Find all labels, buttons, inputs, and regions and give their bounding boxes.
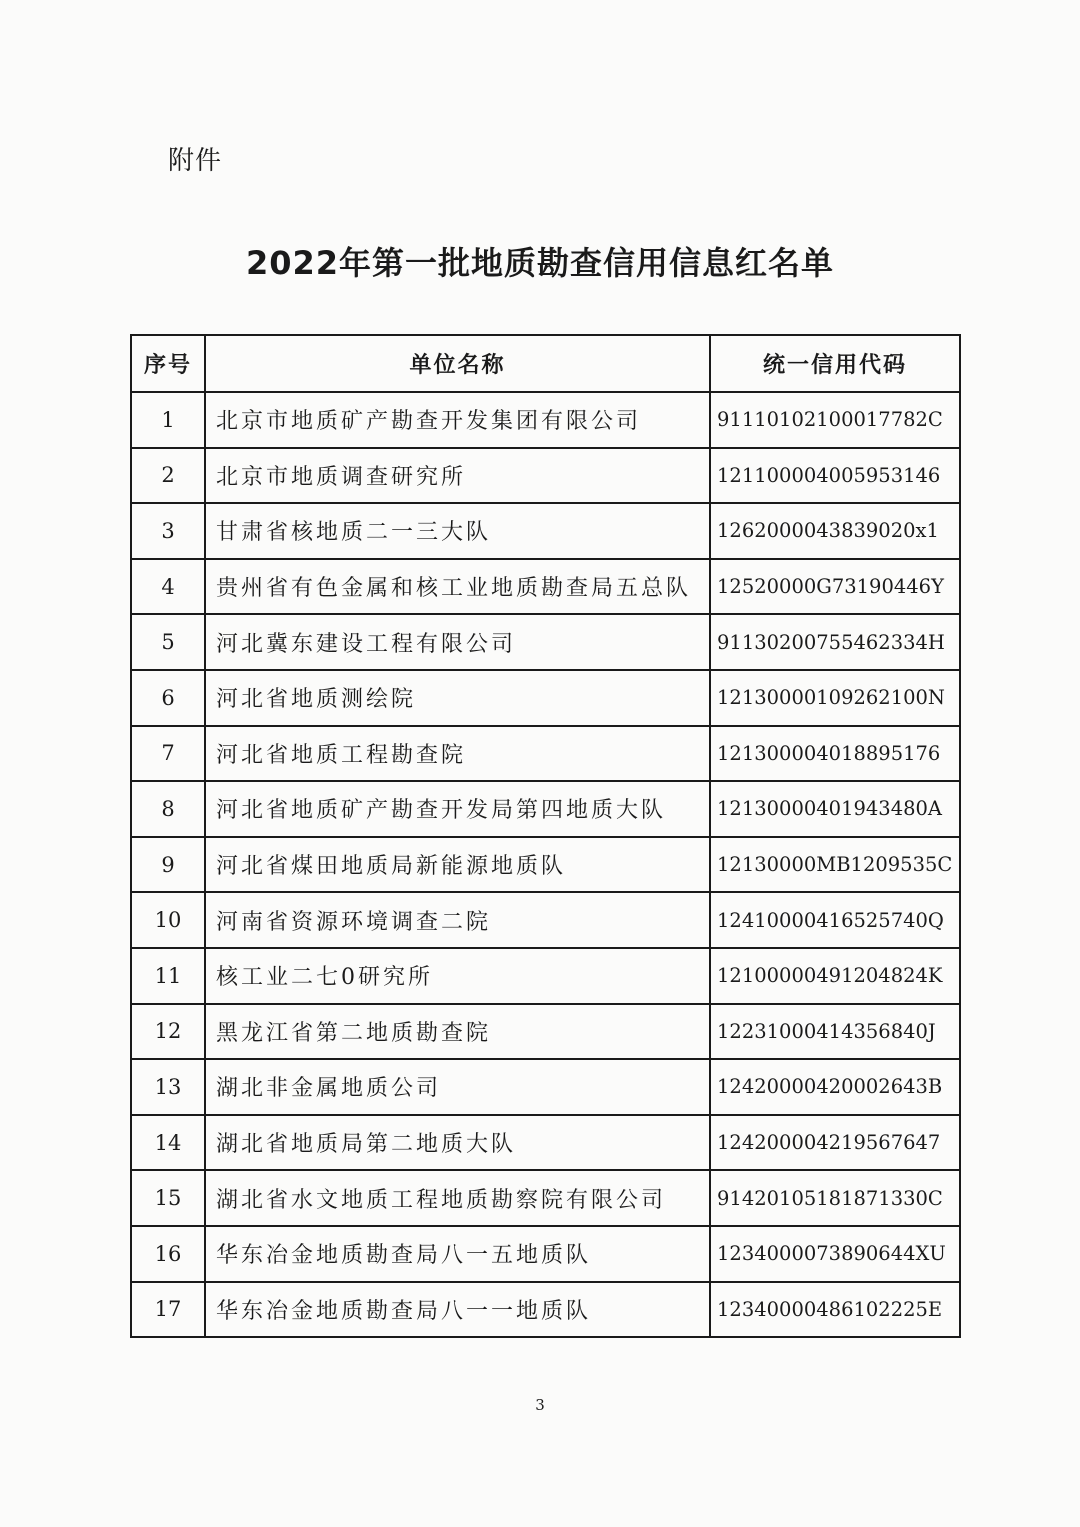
cell-code: 12420000420002643B: [710, 1059, 960, 1115]
cell-name: 华东冶金地质勘查局八一五地质队: [205, 1226, 710, 1282]
cell-name: 河北省地质测绘院: [205, 670, 710, 726]
cell-seq: 11: [131, 948, 205, 1004]
table-row: [131, 503, 960, 559]
cell-name: 湖北非金属地质公司: [205, 1059, 710, 1115]
cell-name: 河北省煤田地质局新能源地质队: [205, 837, 710, 893]
table-row: [131, 781, 960, 837]
cell-seq: 7: [131, 726, 205, 782]
cell-code: 12410000416525740Q: [710, 892, 960, 948]
cell-name: 河北省地质矿产勘查开发局第四地质大队: [205, 781, 710, 837]
table-row: [131, 559, 960, 615]
table-header-row: [131, 335, 960, 392]
cell-code: 12100000491204824K: [710, 948, 960, 1004]
cell-code: 12130000109262100N: [710, 670, 960, 726]
cell-seq: 3: [131, 503, 205, 559]
cell-code: 91130200755462334H: [710, 614, 960, 670]
cell-name: 北京市地质矿产勘查开发集团有限公司: [205, 392, 710, 448]
header-code: 统一信用代码: [710, 335, 960, 392]
cell-seq: 8: [131, 781, 205, 837]
table-row: [131, 1059, 960, 1115]
cell-name: 河北省地质工程勘查院: [205, 726, 710, 782]
cell-seq: 2: [131, 448, 205, 504]
table-body: [131, 392, 960, 1337]
cell-seq: 1: [131, 392, 205, 448]
cell-seq: 14: [131, 1115, 205, 1171]
cell-name: 核工业二七0研究所: [205, 948, 710, 1004]
table-row: [131, 392, 960, 448]
cell-name: 湖北省水文地质工程地质勘察院有限公司: [205, 1170, 710, 1226]
cell-seq: 13: [131, 1059, 205, 1115]
cell-seq: 17: [131, 1282, 205, 1338]
table-row: [131, 1004, 960, 1060]
cell-code: 91420105181871330C: [710, 1170, 960, 1226]
cell-name: 黑龙江省第二地质勘查院: [205, 1004, 710, 1060]
cell-code: 1262000043839020x1: [710, 503, 960, 559]
cell-code: 12520000G73190446Y: [710, 559, 960, 615]
cell-name: 北京市地质调查研究所: [205, 448, 710, 504]
cell-name: 贵州省有色金属和核工业地质勘查局五总队: [205, 559, 710, 615]
cell-seq: 15: [131, 1170, 205, 1226]
cell-seq: 4: [131, 559, 205, 615]
document-title: 2022年第一批地质勘查信用信息红名单: [245, 244, 835, 282]
cell-name: 湖北省地质局第二地质大队: [205, 1115, 710, 1171]
table-row: [131, 837, 960, 893]
cell-seq: 12: [131, 1004, 205, 1060]
cell-code: 12340000486102225E: [710, 1282, 960, 1338]
table-row: [131, 614, 960, 670]
table-row: [131, 726, 960, 782]
cell-seq: 10: [131, 892, 205, 948]
table-row: [131, 1282, 960, 1338]
page-number: 3: [535, 1396, 545, 1414]
attachment-label: 附件: [168, 146, 223, 176]
cell-code: 121100004005953146: [710, 448, 960, 504]
table-row: [131, 1115, 960, 1171]
cell-name: 华东冶金地质勘查局八一一地质队: [205, 1282, 710, 1338]
cell-name: 河南省资源环境调查二院: [205, 892, 710, 948]
table-row: [131, 892, 960, 948]
cell-code: 124200004219567647: [710, 1115, 960, 1171]
cell-seq: 5: [131, 614, 205, 670]
table-row: [131, 1170, 960, 1226]
cell-code: 12130000MB1209535C: [710, 837, 960, 893]
table-row: [131, 948, 960, 1004]
cell-code: 12231000414356840J: [710, 1004, 960, 1060]
table-row: [131, 448, 960, 504]
header-seq: 序号: [131, 335, 205, 392]
cell-seq: 9: [131, 837, 205, 893]
cell-code: 91110102100017782C: [710, 392, 960, 448]
cell-name: 甘肃省核地质二一三大队: [205, 503, 710, 559]
cell-name: 河北冀东建设工程有限公司: [205, 614, 710, 670]
cell-code: 1234000073890644XU: [710, 1226, 960, 1282]
cell-code: 12130000401943480A: [710, 781, 960, 837]
table-row: [131, 670, 960, 726]
table-row: [131, 1226, 960, 1282]
cell-code: 121300004018895176: [710, 726, 960, 782]
cell-seq: 6: [131, 670, 205, 726]
red-list-table: [130, 334, 961, 1338]
header-name: 单位名称: [205, 335, 710, 392]
cell-seq: 16: [131, 1226, 205, 1282]
